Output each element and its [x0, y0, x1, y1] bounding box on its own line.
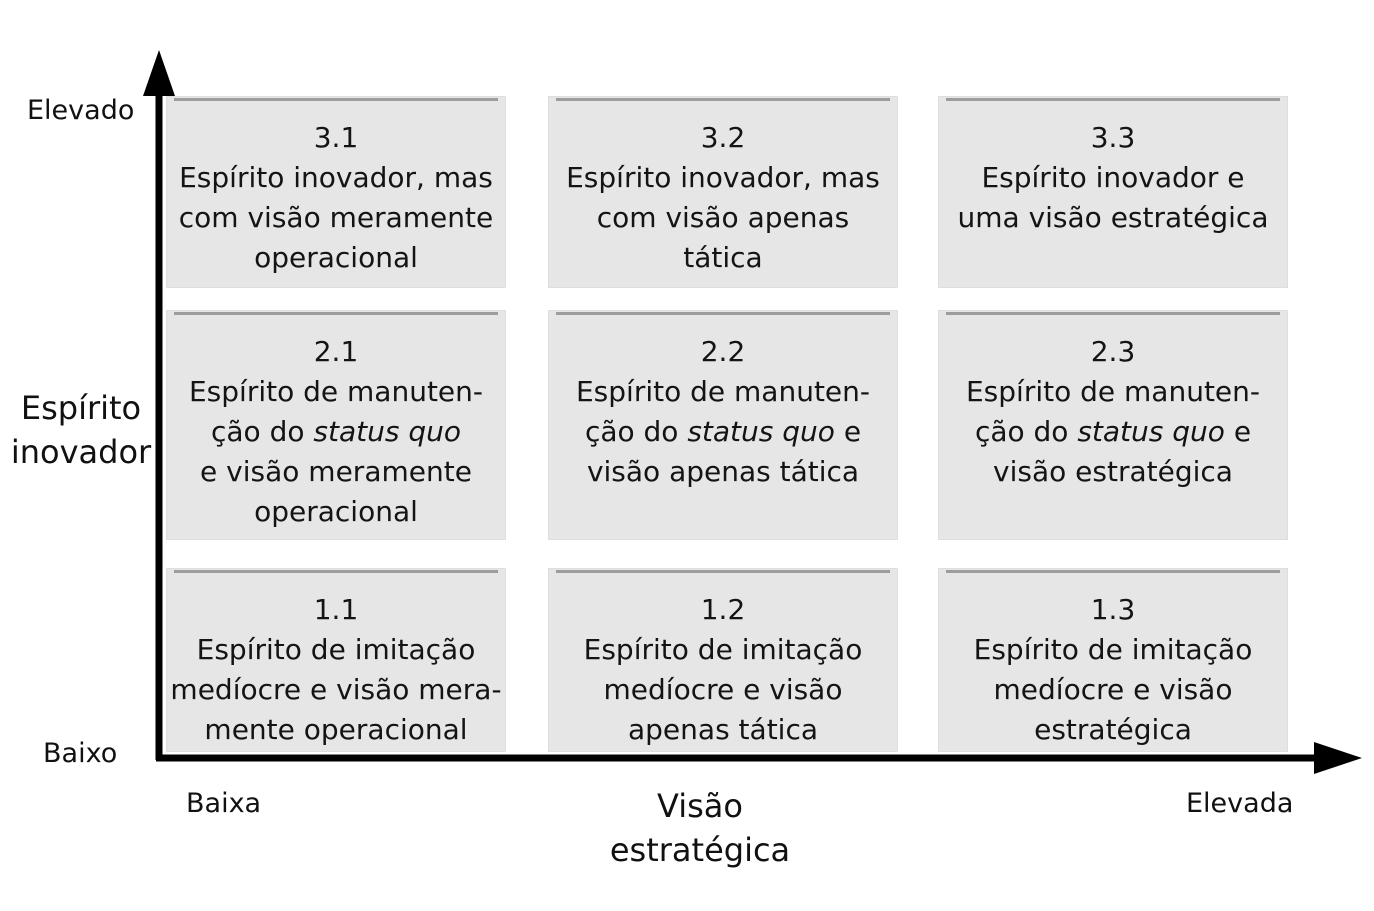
cell-line: ção do status quo	[211, 415, 461, 448]
cell-number: 2.1	[313, 335, 359, 368]
cell-line: Espírito inovador, mas	[179, 161, 493, 194]
x-axis-title-line-1: Visão	[657, 787, 743, 825]
cell-line: Espírito de imitação	[196, 633, 476, 666]
cell-3-3	[938, 96, 1288, 288]
cell-number: 3.1	[313, 121, 359, 154]
cell-line: medíocre e visão	[993, 673, 1233, 706]
y-axis-title	[6, 386, 156, 474]
cell-line: medíocre e visão	[603, 673, 843, 706]
cell-line: visão estratégica	[993, 455, 1233, 488]
cell-line: operacional	[254, 241, 418, 274]
cell-content	[548, 118, 898, 278]
cell-3-2	[548, 96, 898, 288]
cell-line: operacional	[254, 495, 418, 528]
cell-2-1	[166, 310, 506, 540]
cell-1-3	[938, 568, 1288, 752]
cell-number: 3.2	[700, 121, 746, 154]
x-axis-low-label: Baixa	[186, 788, 262, 819]
cell-content	[166, 590, 506, 750]
cell-number: 1.1	[313, 593, 359, 626]
cell-line: estratégica	[1034, 713, 1192, 746]
cell-line: uma visão estratégica	[957, 201, 1269, 234]
x-axis-arrowhead	[1314, 742, 1362, 774]
cell-line: Espírito inovador, mas	[566, 161, 880, 194]
cell-1-1	[166, 568, 506, 752]
cell-line: medíocre e visão mera-	[170, 673, 502, 706]
cell-content	[938, 332, 1288, 492]
cell-line: e visão meramente	[200, 455, 472, 488]
cell-number: 2.3	[1090, 335, 1136, 368]
cell-line: ção do status quo e	[974, 415, 1252, 448]
cell-3-1	[166, 96, 506, 288]
cell-line: Espírito de imitação	[583, 633, 863, 666]
cell-line: Espírito de manuten-	[965, 375, 1260, 408]
cell-2-2	[548, 310, 898, 540]
cell-2-3	[938, 310, 1288, 540]
cell-1-2	[548, 568, 898, 752]
x-axis-title	[560, 784, 840, 872]
y-axis-high-label: Elevado	[27, 95, 135, 126]
cell-content	[166, 118, 506, 278]
cell-content	[166, 332, 506, 532]
cell-line: mente operacional	[204, 713, 468, 746]
cell-number: 1.3	[1090, 593, 1136, 626]
cell-line: apenas tática	[628, 713, 818, 746]
cell-number: 2.2	[700, 335, 746, 368]
cell-number: 3.3	[1090, 121, 1136, 154]
x-axis-high-label: Elevada	[1186, 788, 1294, 819]
cell-line: Espírito de imitação	[973, 633, 1253, 666]
cell-line: com visão apenas	[596, 201, 850, 234]
y-axis-title-line-1: Espírito	[20, 389, 142, 427]
x-axis-title-line-2: estratégica	[609, 831, 791, 869]
cell-content	[548, 590, 898, 750]
cell-line: visão apenas tática	[586, 455, 860, 488]
cell-content	[548, 332, 898, 492]
y-axis-arrowhead	[143, 50, 175, 96]
cell-content	[938, 118, 1288, 238]
cell-line: tática	[683, 241, 763, 274]
cell-line: com visão meramente	[178, 201, 494, 234]
cell-number: 1.2	[700, 593, 746, 626]
cell-line: Espírito inovador e	[981, 161, 1245, 194]
cell-line: Espírito de manuten-	[188, 375, 483, 408]
y-axis-low-label: Baixo	[43, 738, 118, 769]
cell-line: Espírito de manuten-	[575, 375, 870, 408]
cell-line: ção do status quo e	[584, 415, 862, 448]
y-axis-title-line-2: inovador	[10, 433, 152, 471]
cell-content	[938, 590, 1288, 750]
